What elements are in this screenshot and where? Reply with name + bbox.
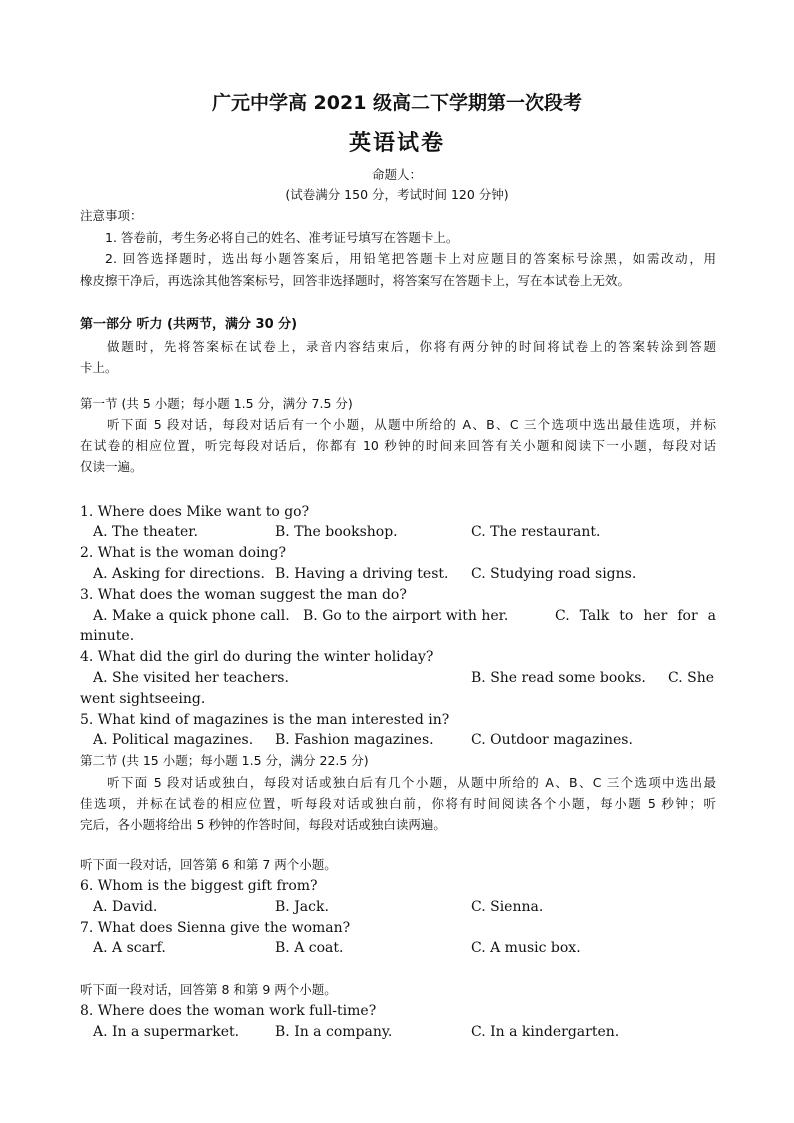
q5-stem: 5. What kind of magazines is the man interested in? — [80, 712, 450, 728]
q4-stem: 4. What did the girl do during the winter holiday? — [80, 649, 434, 665]
exam-author: 命题人： — [371, 167, 422, 182]
q7-option-b: B. A coat. — [275, 940, 344, 956]
q8-option-b: B. In a company. — [275, 1024, 393, 1040]
group2-instruction: 听下面一段对话，回答第 8 和第 9 两个小题。 — [80, 982, 337, 997]
group1-instruction: 听下面一段对话，回答第 6 和第 7 两个小题。 — [80, 857, 337, 872]
part1-intro-line-2: 卡上。 — [80, 360, 118, 375]
part1-intro-line-1: 做题时，先将答案标在试卷上，录音内容结束后，你将有两分钟的时间将试卷上的答案转涂到答题 — [107, 339, 716, 354]
section1-heading: 第一节 (共 5 小题；每小题 1.5 分，满分 7.5 分) — [80, 396, 353, 411]
section1-intro-line-3: 仅读一遍。 — [80, 459, 143, 474]
q4-option-a: A. She visited her teachers. — [93, 670, 289, 686]
q1-option-a: A. The theater. — [93, 524, 198, 540]
section2-intro-line-2: 佳选项，并标在试卷的相应位置，听每段对话或独白前，你将有时间阅读各个小题，每小题 5 秒钟；听 — [80, 796, 716, 811]
q8-stem: 8. Where does the woman work full-time? — [80, 1003, 377, 1019]
q6-stem: 6. Whom is the biggest gift from? — [80, 878, 318, 894]
q3-option-a: A. Make a quick phone call. — [93, 608, 290, 624]
exam-title: 广元中学高 2021 级高二下学期第一次段考 — [211, 92, 583, 114]
q5-option-a: A. Political magazines. — [93, 732, 254, 748]
q1-option-c: C. The restaurant. — [471, 524, 601, 540]
section2-intro-line-1: 听下面 5 段对话或独白，每段对话或独白后有几个小题，从题中所给的 A、B、C 三个选项中选出最 — [107, 775, 716, 790]
q2-stem: 2. What is the woman doing? — [80, 545, 286, 561]
q6-option-a: A. David. — [93, 899, 158, 915]
q3-option-c: C. Talk to her for a — [555, 608, 716, 624]
q8-option-c: C. In a kindergarten. — [471, 1024, 620, 1040]
q4-option-b: B. She read some books. — [471, 670, 646, 686]
q2-option-c: C. Studying road signs. — [471, 566, 637, 582]
q6-option-b: B. Jack. — [275, 899, 329, 915]
q2-option-a: A. Asking for directions. — [93, 566, 265, 582]
q4-option-c-cont: went sightseeing. — [80, 691, 206, 707]
part1-heading: 第一部分 听力 (共两节，满分 30 分) — [80, 317, 298, 332]
notice-item-1: 1. 答卷前，考生务必将自己的姓名、准考证号填写在答题卡上。 — [105, 230, 459, 245]
notice-label: 注意事项： — [80, 208, 143, 223]
q7-option-c: C. A music box. — [471, 940, 581, 956]
q1-option-b: B. The bookshop. — [275, 524, 398, 540]
exam-subject: 英语试卷 — [348, 131, 445, 156]
section2-heading: 第二节 (共 15 小题；每小题 1.5 分，满分 22.5 分) — [80, 753, 369, 768]
q8-option-a: A. In a supermarket. — [93, 1024, 240, 1040]
section1-intro-line-1: 听下面 5 段对话，每段对话后有一个小题，从题中所给的 A、B、C 三个选项中选出最佳选项，并标 — [107, 417, 716, 432]
q5-option-b: B. Fashion magazines. — [275, 732, 434, 748]
q2-option-b: B. Having a driving test. — [275, 566, 449, 582]
section1-intro-line-2: 在试卷的相应位置，听完每段对话后，你都有 10 秒钟的时间来回答有关小题和阅读下一小题，每段对话 — [80, 438, 716, 453]
notice-item-2-line-1: 2. 回答选择题时，选出每小题答案后，用铅笔把答题卡上对应题目的答案标号涂黑，如需改动，用 — [105, 251, 716, 266]
q3-option-c-cont: minute. — [80, 628, 135, 644]
q7-stem: 7. What does Sienna give the woman? — [80, 920, 351, 936]
q3-stem: 3. What does the woman suggest the man do? — [80, 587, 407, 603]
notice-item-2-line-2: 橡皮擦干净后，再选涂其他答案标号，回答非选择题时，将答案写在答题卡上，写在本试卷上无效。 — [80, 273, 631, 288]
q6-option-c: C. Sienna. — [471, 899, 544, 915]
q3-option-b: B. Go to the airport with her. — [303, 608, 509, 624]
q4-option-c: C. She — [668, 670, 715, 686]
exam-info: (试卷满分 150 分，考试时间 120 分钟) — [285, 187, 509, 202]
q5-option-c: C. Outdoor magazines. — [471, 732, 633, 748]
q1-stem: 1. Where does Mike want to go? — [80, 504, 310, 520]
q7-option-a: A. A scarf. — [93, 940, 166, 956]
section2-intro-line-3: 完后，各小题将给出 5 秒钟的作答时间，每段对话或独白读两遍。 — [80, 817, 446, 832]
